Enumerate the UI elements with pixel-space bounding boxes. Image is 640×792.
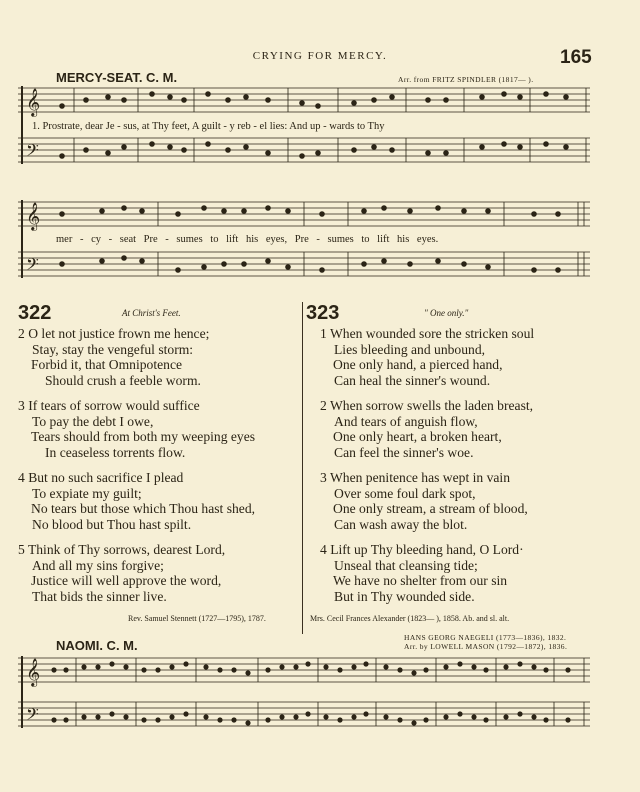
verse-line: Justice will well approve the word, <box>31 573 222 588</box>
system3-music-staff <box>18 652 590 736</box>
verse-line: But in Thy wounded side. <box>334 588 475 604</box>
column-divider <box>302 302 303 634</box>
svg-text:𝄞: 𝄞 <box>26 204 41 230</box>
svg-text:𝄢: 𝄢 <box>26 256 39 278</box>
hymn-323-stanza-3 <box>320 470 528 532</box>
tune1-lyrics-line1: 1. Prostrate, dear Je - sus, at Thy feet, A guilt - y reb - el lies: And up - wards to Thy <box>32 121 385 132</box>
verse-line: And tears of anguish flow, <box>334 413 478 429</box>
svg-text:𝄞: 𝄞 <box>26 90 41 116</box>
verse-line: Forbid it, that Omnipotence <box>31 357 183 372</box>
verse-line: Stay, stay the vengeful storm: <box>32 341 194 357</box>
hymn-322-stanza-2 <box>18 326 209 388</box>
hymn-323-title: " One only." <box>424 308 469 318</box>
verse-line: In ceaseless torrents flow. <box>45 444 186 460</box>
verse-line: 3 When penitence has wept in vain <box>320 470 511 485</box>
hymn-323-stanza-4 <box>320 542 524 604</box>
verse-line: 2 O let not justice frown me hence; <box>18 326 210 341</box>
verse-line: Can heal the sinner's wound. <box>334 372 491 388</box>
verse-line: 2 When sorrow swells the laden breast, <box>320 398 534 413</box>
verse-line: Over some foul dark spot, <box>334 485 476 501</box>
verse-line: To expiate my guilt; <box>32 485 142 501</box>
verse-line: 4 Lift up Thy bleeding hand, O Lord· <box>320 542 524 557</box>
verse-line: To pay the debt I owe, <box>32 413 154 429</box>
verse-line: One only stream, a stream of blood, <box>333 501 528 516</box>
hymn-322-stanza-4 <box>18 470 255 532</box>
verse-line: Should crush a feeble worm. <box>45 372 201 388</box>
svg-text:𝄢: 𝄢 <box>26 706 39 728</box>
verse-line: That bids the sinner live. <box>32 588 167 604</box>
svg-text:𝄢: 𝄢 <box>26 142 39 164</box>
verse-line: Unseal that cleansing tide; <box>334 557 478 573</box>
verse-line: Lies bleeding and unbound, <box>334 341 486 357</box>
verse-line: No blood but Thou hast spilt. <box>32 516 192 532</box>
tune1-lyrics-line2: mer - cy - seat Pre - sumes to lift his eyes, Pre - sumes to lift his eyes. <box>56 234 439 245</box>
verse-line: One only hand, a pierced hand, <box>333 357 503 372</box>
tune2-name: NAOMI. C. M. <box>56 638 138 653</box>
verse-line: 1 When wounded sore the stricken soul <box>320 326 535 341</box>
hymn-322-attribution: Rev. Samuel Stennett (1727—1795), 1787. <box>128 614 266 623</box>
svg-text:𝄞: 𝄞 <box>26 660 41 686</box>
verse-line: Tears should from both my weeping eyes <box>31 429 256 444</box>
hymn-323-number: 323 <box>306 302 340 324</box>
hymn-323-attribution: Mrs. Cecil Frances Alexander (1823— ), 1858. Ab. and sl. alt. <box>310 614 510 623</box>
verse-line: No tears but those which Thou hast shed, <box>31 501 256 516</box>
verse-line: One only heart, a broken heart, <box>333 429 502 444</box>
hymn-323-stanza-1 <box>320 326 534 388</box>
hymn-322-stanza-3 <box>18 398 255 460</box>
hymn-323-stanza-2 <box>320 398 533 460</box>
tune1-credit: Arr. from FRITZ SPINDLER (1817— ). <box>398 75 534 84</box>
verse-line: We have no shelter from our sin <box>333 573 508 588</box>
tune2-credit-line1: HANS GEORG NAEGELI (1773—1836), 1832. <box>404 633 567 642</box>
verse-line: 5 Think of Thy sorrows, dearest Lord, <box>18 542 226 557</box>
verse-line: 3 If tears of sorrow would suffice <box>18 398 200 413</box>
verse-line: Can feel the sinner's woe. <box>334 444 474 460</box>
verse-line: And all my sins forgive; <box>32 557 164 573</box>
hymn-322-number: 322 <box>18 302 52 324</box>
page-number: 165 <box>560 47 592 68</box>
verse-line: 4 But no such sacrifice I plead <box>18 470 184 485</box>
tune2-credit-line2: Arr. by LOWELL MASON (1792—1872), 1836. <box>404 642 568 651</box>
hymn-322-stanza-5 <box>18 542 225 604</box>
running-head: CRYING FOR MERCY. <box>252 50 388 62</box>
hymn-322-title: At Christ's Feet. <box>122 308 181 318</box>
verse-line: Can wash away the blot. <box>334 516 468 532</box>
tune1-name: MERCY-SEAT. C. M. <box>56 70 178 85</box>
